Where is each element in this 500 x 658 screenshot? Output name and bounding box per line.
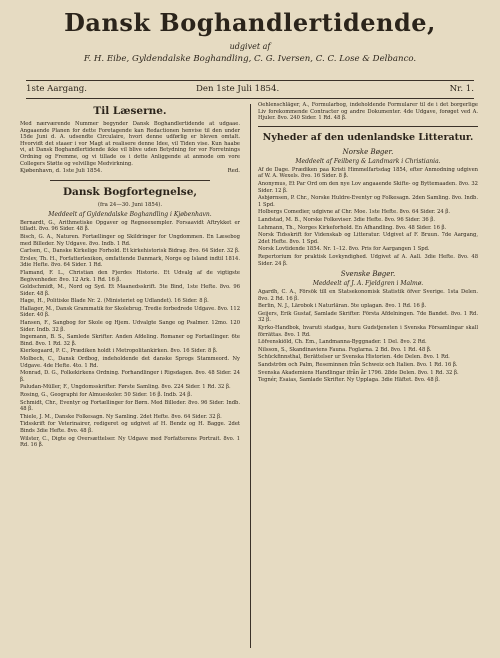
list-item: Berlin, N. J., Lärobok i Naturläran. 5te uplagan. 8vo. 1 Rd. 16 β.: [258, 303, 427, 310]
list-item: Anonymus, Et Par Ord om den nye Lov angaaende Skifte- og Byttemaaden. 8vo. 32 Sider. 12 β.: [258, 180, 478, 194]
section-divider: [258, 126, 478, 127]
list-item: Tidsskrift for Veterinairer, redigeret og udgivet af H. Bendz og H. Bagge. 2det Binds 3die Hefte. 8vo. 48 β.: [20, 421, 240, 434]
list-item: Tegnér, Esaias, Samlade Skrifter. Ny Upplaga. 3die Häftet. 8vo. 48 β.: [258, 377, 440, 384]
masthead-rule-top: [26, 80, 474, 81]
readers-section-title: Til Læserne.: [93, 105, 167, 117]
list-item: Goldschmidt, M., Nord og Syd. Et Maanedsskrift. 5te Bind, 1ste Hefte. 8vo. 96 Sider. 48 β.: [20, 284, 240, 297]
published-by-label: udgivet af: [229, 42, 271, 51]
readers-text: Med nærværende Nummer begynder Dansk Boghandlertidende at udgaae. Angaaende Planen for dette Foretagende kan Redactionen henvise til den under 15de Juni d. A. udsendte Circulaire, hvori denne udførlig er bleven omtalt. Hvorvidt det staaer i vor Magt at realisere denne Idee, vil Tiden vise. Kun haabe vi, at Dansk Boghandlertidende ikke vil blive uden Betydning for vor Forretnings Ordning og Fremme, og vi tillade os i dette Anliggende at anmode om vore Collegers Støtte og velvillige Medvirkning.: [20, 121, 240, 167]
signature-editor: Red.: [227, 168, 240, 175]
list-item: Norsk Lovtidende 1854. Nr. 1–12. 8vo. Pris for Aargangen 1 Spd.: [258, 246, 430, 253]
list-item: Molbech, C., Dansk Ordbog, indeholdende det danske Sprogs Stammeord. Ny Udgave. 4de Hefte. 4to. 1 Rd.: [20, 356, 240, 369]
list-item: Schückfinnsthal, Berättelser ur Svenska Historien. 4de Delen. 8vo. 1 Rd.: [258, 354, 450, 361]
right-column: [258, 102, 478, 385]
catalog-source: Meddeelt af Gyldendalske Boghandling i Kjøbenhavn.: [48, 210, 212, 218]
column-divider: [250, 104, 251, 648]
list-item: Agardh, C. A., Försök till en Statsekonomisk Statistik öfver Sverige. 1sta Delen. 8vo. 2 Rd. 16 β.: [258, 289, 478, 302]
list-item: Kyrko-Handbok, hvaruti stadgas, huru Gudstjensten i Svenska Församlingar skall förrättas. 8vo. 1 Rd.: [258, 325, 478, 338]
foreign-literature-title: Nyheder af den udenlandske Litteratur.: [262, 131, 474, 143]
catalog-title: Dansk Bogfortegnelse,: [62, 185, 198, 198]
list-item: Monrad, D. G., Folkekirkens Ordning. Forhandlinger i Rigsdagen. 8vo. 48 Sider. 24 β.: [20, 370, 240, 383]
list-item: Kierkegaard, P. C., Prædiken holdt i Metropolitankirken. 8vo. 16 Sider. 8 β.: [20, 348, 218, 355]
issue-number: Nr. 1.: [449, 84, 474, 94]
list-item: Schmidt, Chr., Eventyr og Fortællinger for Børn. Med Billeder. 8vo. 96 Sider. Indb. 48 β.: [20, 399, 240, 413]
list-item: Svenska Akademiens Handlingar ifrån år 1796. 28de Delen. 8vo. 1 Rd. 32 β.: [258, 369, 459, 376]
list-item: Ingemann, B. S., Samlede Skrifter. Anden Afdeling. Romaner og Fortællinger. 6te Bind. 8vo. 1 Rd. 32 β.: [20, 334, 240, 347]
list-item: Löfvenskiöld, Ch. Em., Landmanna-Byggnader. 1 Del. 8vo. 2 Rd.: [258, 339, 427, 346]
swedish-source: Meddeelt af J. A. Fjeldgren i Malmø.: [312, 280, 424, 288]
masthead: [0, 8, 500, 64]
catalog-date-range: (fra 24—30. Juni 1854).: [97, 201, 163, 208]
volume-label: 1ste Aargang.: [26, 84, 87, 94]
masthead-rule-bottom: [26, 98, 474, 99]
list-item: Asbjørnsen, P. Chr., Norske Huldre-Eventyr og Folkesagn. 2den Samling. 8vo. Indb. 1 Spd.: [258, 195, 478, 208]
list-item: Hallager, M., Dansk Grammatik for Skolebrug. Tredie forbedrede Udgave. 8vo. 112 Sider. 40 β.: [20, 305, 240, 319]
list-item: Hansen, F., Sangbog for Skole og Hjem. Udvalgte Sange og Psalmer. 12mo. 120 Sider. Indb. 32 β.: [20, 320, 240, 333]
continued-entry: Oehlenschläger, A., Formularbog, indeholdende Formularer til de i det borgerlige Liv forekommende Contracter og andre Dokumenter. 4de Udgave, forøget ved A. Hjuler. 8vo. 240 Sider. 1 Rd. 48 β.: [258, 102, 478, 122]
list-item: Holbergs Comedier, udgivne af Chr. Moe. 1ste Hefte. 8vo. 64 Sider. 24 β.: [258, 209, 451, 216]
list-item: Af de Dage. Prædiken paa Kristi Himmelfartsdag 1854, efter Anmodning udgiven af W. A. Wexels. 8vo. 16 Sider. 8 β.: [258, 166, 478, 180]
list-item: Bisch, G. A., Naturen. Fortællinger og Skildringer for Ungdommen. En Læsebog med Billeder. Ny Udgave. 8vo. Indb. 1 Rd.: [20, 233, 240, 247]
list-item: Carlsen, C., Danske Kirkelige Forhold. Et kirkehistorisk Bidrag. 8vo. 64 Sider. 32 β.: [20, 248, 240, 255]
list-item: Bernardt, G., Arithmetiske Opgaver og Regneexempler. Forsaavidt Aftrykket er tilladt. 8vo. 96 Sider. 48 β.: [20, 219, 240, 233]
list-item: Geijers, Erik Gustaf, Samlade Skrifter. Första Afdelningen. 7de Bandet. 8vo. 1 Rd. 32 β.: [258, 310, 478, 324]
left-column: [20, 102, 240, 450]
catalog-list: [20, 220, 240, 449]
list-item: Thiele, J. M., Danske Folkesagn. Ny Samling. 2det Hefte. 8vo. 64 Sider. 32 β.: [20, 413, 222, 420]
list-item: Sandström och Palm, Reseminnen från Schweiz och Italien. 8vo. 1 Rd. 16 β.: [258, 362, 458, 369]
swedish-list: [258, 289, 478, 384]
norwegian-books-title: Norske Bøger.: [342, 147, 394, 156]
signature-place-date: Kjøbenhavn, d. 1ste Juli 1854.: [20, 168, 103, 175]
list-item: Hage, H., Politiske Blade Nr. 2. (Ministeriet og Udlandet). 16 Sider. 8 β.: [20, 298, 209, 305]
list-item: Paludan-Müller, F., Ungdomsskrifter. Første Samling. 8vo. 224 Sider. 1 Rd. 32 β.: [20, 384, 231, 391]
list-item: Repertorium for praktisk Lovkyndighed. Udgivet af A. Aall. 3die Hefte. 8vo. 48 Sider. 24 β.: [258, 253, 478, 267]
list-item: Norsk Tidsskrift for Videnskab og Litteratur. Udgivet af F. Bruun. 7de Aargang, 2det Hefte. 8vo. 1 Spd.: [258, 232, 478, 245]
newspaper-title: Dansk Boghandlertidende,: [64, 8, 436, 37]
norwegian-source: Meddeelt af Feilberg & Landmark i Christiania.: [295, 157, 441, 165]
list-item: Wilster, C., Digte og Oversættelser. Ny Udgave med Forfatterens Portrait. 8vo. 1 Rd. 16 β.: [20, 435, 240, 449]
list-item: Flamand, F. L., Christian den Fjerdes Historie. Et Udvalg af de vigtigste Begivenheder. 8vo. 12 Ark. 1 Rd. 16 β.: [20, 269, 240, 283]
list-item: Landstad, M. B., Norske Folkeviser. 3die Hefte. 8vo. 96 Sider. 36 β.: [258, 216, 436, 223]
list-item: Nilsson, S., Skandinaviens Fauna. Foglarna. 2 Bd. 8vo. 1 Rd. 48 β.: [258, 346, 432, 353]
swedish-books-title: Svenske Bøger.: [340, 270, 396, 279]
list-item: Lehmann, Th., Norges Kirkeforhold. En Afhandling. 8vo. 48 Sider. 16 β.: [258, 224, 447, 231]
list-item: Rosing, G., Geographi for Almueskoler. 50 Sider. 16 β. Indb. 24 β.: [20, 392, 193, 398]
section-divider: [50, 180, 210, 181]
issue-date: Den 1ste Juli 1854.: [196, 84, 280, 94]
dateline: [26, 84, 474, 96]
norwegian-list: [258, 167, 478, 267]
list-item: Erslev, Th. H., Forfatterlexikon, omfattende Danmark, Norge og Island indtil 1814. 3die Hefte. 8vo. 64 Sider. 1 Rd.: [20, 255, 240, 269]
publishers-line: F. H. Eibe, Gyldendalske Boghandling, C. G. Iversen, C. C. Lose & Delbanco.: [83, 54, 417, 64]
readers-signature: [20, 168, 240, 175]
